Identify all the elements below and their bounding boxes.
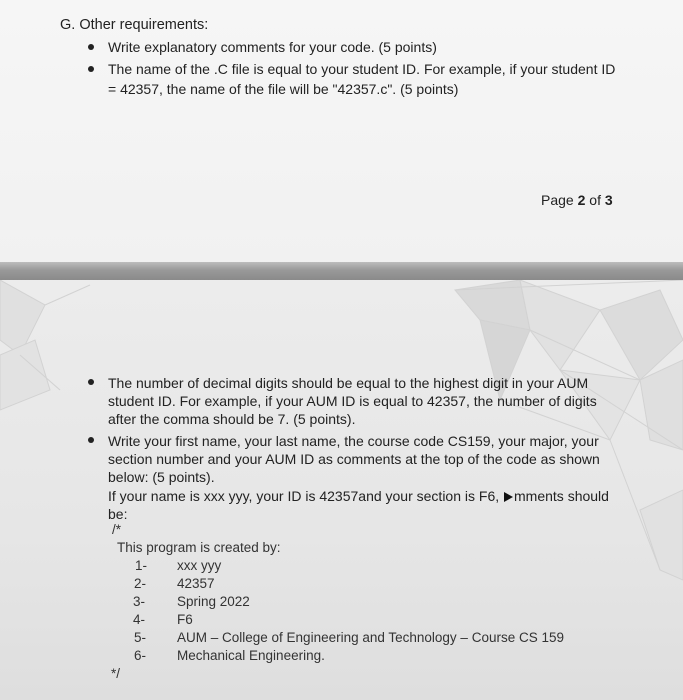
requirement-filename-line2: = 42357, the name of the file will be "42357.c". (5 points) [108,81,459,97]
code-item-number: 2- [134,576,147,591]
header-comment-line5: be: [108,506,128,522]
comment-open: /* [112,522,122,537]
bullet-dot [88,44,94,50]
bullet-dot [88,437,94,443]
code-item-number: 4- [133,612,146,627]
code-item-text: Mechanical Engineering. [177,648,325,663]
requirement-comments: Write explanatory comments for your code. (5 points) [108,39,437,55]
code-item-number: 5- [134,630,147,645]
page-break-divider [0,262,683,280]
code-item-number: 3- [133,594,146,609]
code-item-text: F6 [177,612,193,627]
decimal-digits-line3: after the comma should be 7. (5 points). [108,411,356,427]
section-g-heading: G. Other requirements: [60,17,209,33]
requirement-filename-line1: The name of the .C file is equal to your student ID. For example, if your student ID [108,61,616,77]
mouse-cursor-icon [504,492,513,502]
comment-close: */ [111,666,121,681]
decimal-digits-line1: The number of decimal digits should be equal to the highest digit in your AUM [108,375,589,391]
code-item-text: AUM – College of Engineering and Technology – Course CS 159 [177,630,564,645]
header-comment-line4: If your name is xxx yyy, your ID is 42357and your section is F6, mments should [108,488,609,504]
page-current: 2 [577,192,586,208]
code-item-text: 42357 [177,576,215,591]
header-comment-line2: section number and your AUM ID as comments at the top of the code as shown [108,451,600,467]
page-number: Page 2 of 3 [541,192,613,208]
code-item-number: 1- [135,558,148,573]
code-item-number: 6- [134,648,147,663]
header-comment-line3: below: (5 points). [108,469,215,485]
decimal-digits-line2: student ID. For example, if your AUM ID is equal to 42357, the number of digits [108,393,597,409]
header-comment-line1: Write your first name, your last name, the course code CS159, your major, your [108,433,599,449]
bullet-dot [88,66,94,72]
page-total: 3 [604,192,613,208]
bullet-dot [88,379,94,385]
code-item-text: xxx yyy [177,558,222,573]
comment-intro: This program is created by: [117,540,281,555]
code-item-text: Spring 2022 [177,594,250,609]
